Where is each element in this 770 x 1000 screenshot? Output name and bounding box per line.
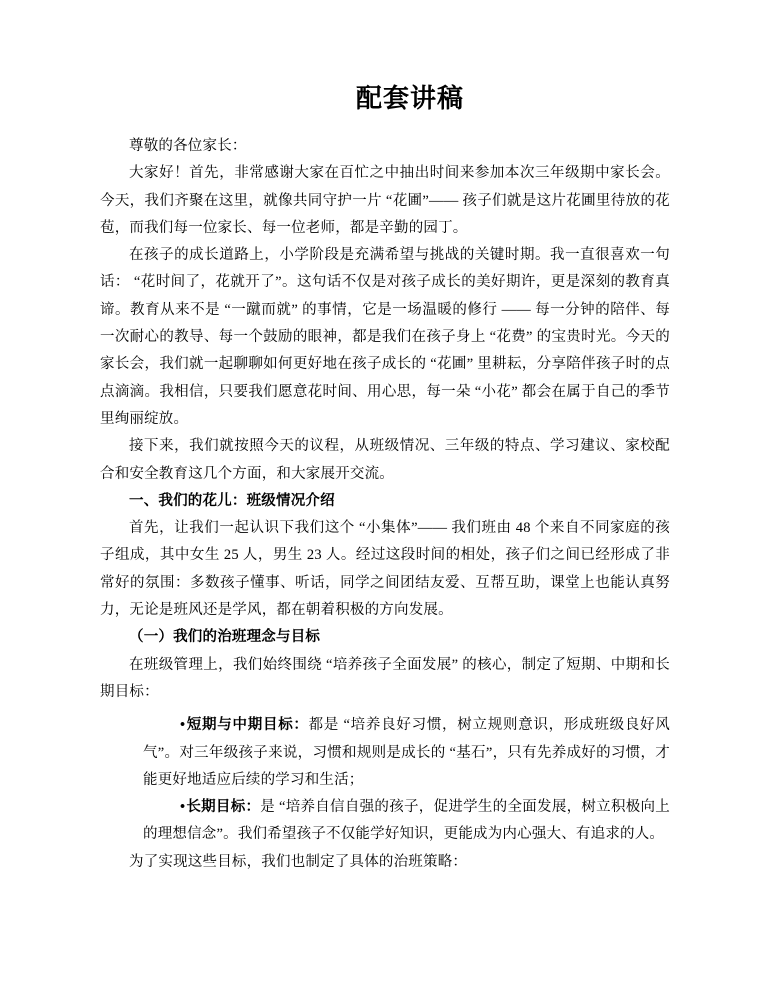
paragraph-strategy: 为了实现这些目标，我们也制定了具体的治班策略：: [129, 853, 468, 870]
document-title: 配套讲稿: [355, 84, 464, 113]
bullet-icon: •: [180, 799, 186, 816]
document-content: [100, 84, 670, 876]
list-item-short-mid-goal: [143, 712, 670, 794]
goal-label: 长期目标：: [186, 799, 261, 816]
goal-text: 都是 “培养良好习惯，树立规则意识，形成班级良好风气”。对三年级孩子来说，习惯和规则是成长的 “基石”，只有先养成好的习惯，才能更好地适应后续的学习和生活；: [143, 717, 670, 788]
list-item-long-goal: [143, 794, 670, 849]
goal-label: 短期与中期目标：: [186, 717, 309, 734]
paragraph-agenda: 接下来，我们就按照今天的议程，从班级情况、三年级的特点、学习建议、家校配合和安全教育这几个方面，和大家展开交流。: [100, 438, 670, 482]
goal-text: 是 “培养自信自强的孩子，促进学生的全面发展，树立积极向上的理想信念”。我们希望孩子不仅能学好知识，更能成为内心强大、有追求的人。: [143, 799, 671, 843]
salutation: 尊敬的各位家长：: [129, 138, 247, 154]
heading-section-1: 一、我们的花儿：班级情况介绍: [129, 492, 335, 509]
paragraph-growth: 在孩子的成长道路上，小学阶段是充满希望与挑战的关键时期。我一直很喜欢一句话： “花时间了，花就开了”。这句话不仅是对孩子成长的美好期许，更是深刻的教育真谛。教育从来不是 “一蹴而就” 的事情，它是一场温暖的修行 —— 每一分钟的陪伴、每一次耐心的教导、每一个鼓励的眼神，都是我们在孩子身上 “花费” 的宝贵时光。今天的家长会，我们就一起聊聊如何更好地在孩子成长的 “花圃” 里耕耘，分享陪伴孩子时的点点滴滴。我相信，只要我们愿意花时间、用心思，每一朵 “小花” 都会在属于自己的季节里绚丽绽放。: [100, 247, 670, 427]
paragraph-class-intro: 首先，让我们一起认识下我们这个 “小集体”—— 我们班由 48 个来自不同家庭的孩子组成，其中女生 25 人，男生 23 人。经过这段时间的相处，孩子们之间已经形成了非常好的氛围：多数孩子懂事、听话，同学之间团结友爱、互帮互助，课堂上也能认真努力，无论是班风还是学风，都在朝着积极的方向发展。: [100, 520, 670, 619]
goals-list: [100, 712, 670, 848]
paragraph-goals-intro: 在班级管理上，我们始终围绕 “培养孩子全面发展” 的核心，制定了短期、中期和长期目标：: [100, 656, 670, 700]
heading-subsection-goals: （一）我们的治班理念与目标: [129, 629, 321, 646]
paragraph-greeting: 大家好！首先，非常感谢大家在百忙之中抽出时间来参加本次三年级期中家长会。今天，我们齐聚在这里，就像共同守护一片 “花圃”—— 孩子们就是这片花圃里待放的花苞，而我们每一位家长、每一位老师，都是辛勤的园丁。: [100, 165, 670, 236]
bullet-icon: •: [180, 717, 186, 734]
